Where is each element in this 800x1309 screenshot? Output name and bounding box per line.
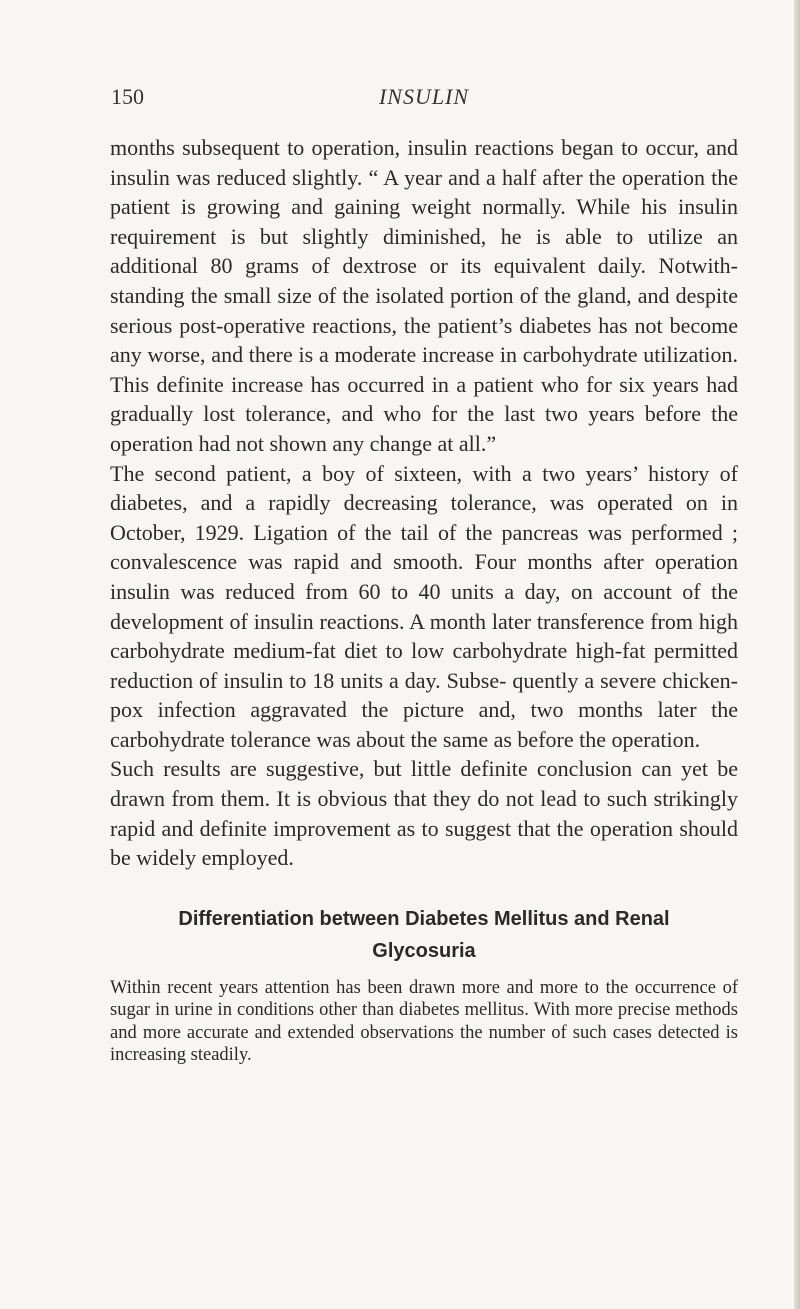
running-title: INSULIN <box>378 84 470 109</box>
paragraph-conclusion: Such results are suggestive, but little definite conclusion can yet be drawn from them. It is obvious that they do not lead to such strikingly rapid and definite improvement as to suggest that the operation should be widely employed. <box>110 756 738 871</box>
page-edge <box>794 0 800 1309</box>
paragraph-second-patient: The second patient, a boy of sixteen, with a two years’ history of diabetes, and a rapidly decreasing tolerance, was operated on in October, 1929. Ligation of the tail of the pancreas was performed ; convalescence was rapid and smooth. Four months after operation insulin was reduced from 60 to 40 units a day, on account of the development of insulin reactions. A month later transference from high carbohydrate medium-fat diet to low carbohydrate high-fat permitted reduction of insulin to 18 units a day. Subse- quently a severe chicken-pox infection aggravated the picture and, two months later the carbohydrate tolerance was about the same as before the operation. <box>110 460 738 752</box>
paragraph-continuation: months subsequent to operation, insulin reactions began to occur, and insulin was reduced slightly. “ A year and a half after the operation the patient is growing and gaining weight normally. While his insulin requirement is but slightly diminished, he is able to utilize an additional 80 grams of dextrose or its equivalent daily. Notwith- standing the small size of the isolated portion of the gland, and despite serious post-operative reactions, the patient’s diabetes has not become any worse, and there is a moderate increase in carbohydrate utilization. This definite increase has occurred in a patient who for six years had gradually lost tolerance, and who for the last two years before the operation had not shown any change at all.” <box>110 135 738 456</box>
running-head <box>110 84 738 120</box>
section-heading: Differentiation between Diabetes Mellitus and Renal Glycosuria <box>178 907 670 962</box>
book-page <box>110 84 738 1066</box>
body-text <box>110 133 738 873</box>
page-number: 150 <box>111 84 144 109</box>
section-paragraph: Within recent years attention has been drawn more and more to the occurrence of sugar in urine in conditions other than diabetes mellitus. With more precise methods and more accurate and extended observations the number of such cases detected is increasing steadily. <box>110 977 738 1066</box>
section-body <box>110 977 738 1067</box>
